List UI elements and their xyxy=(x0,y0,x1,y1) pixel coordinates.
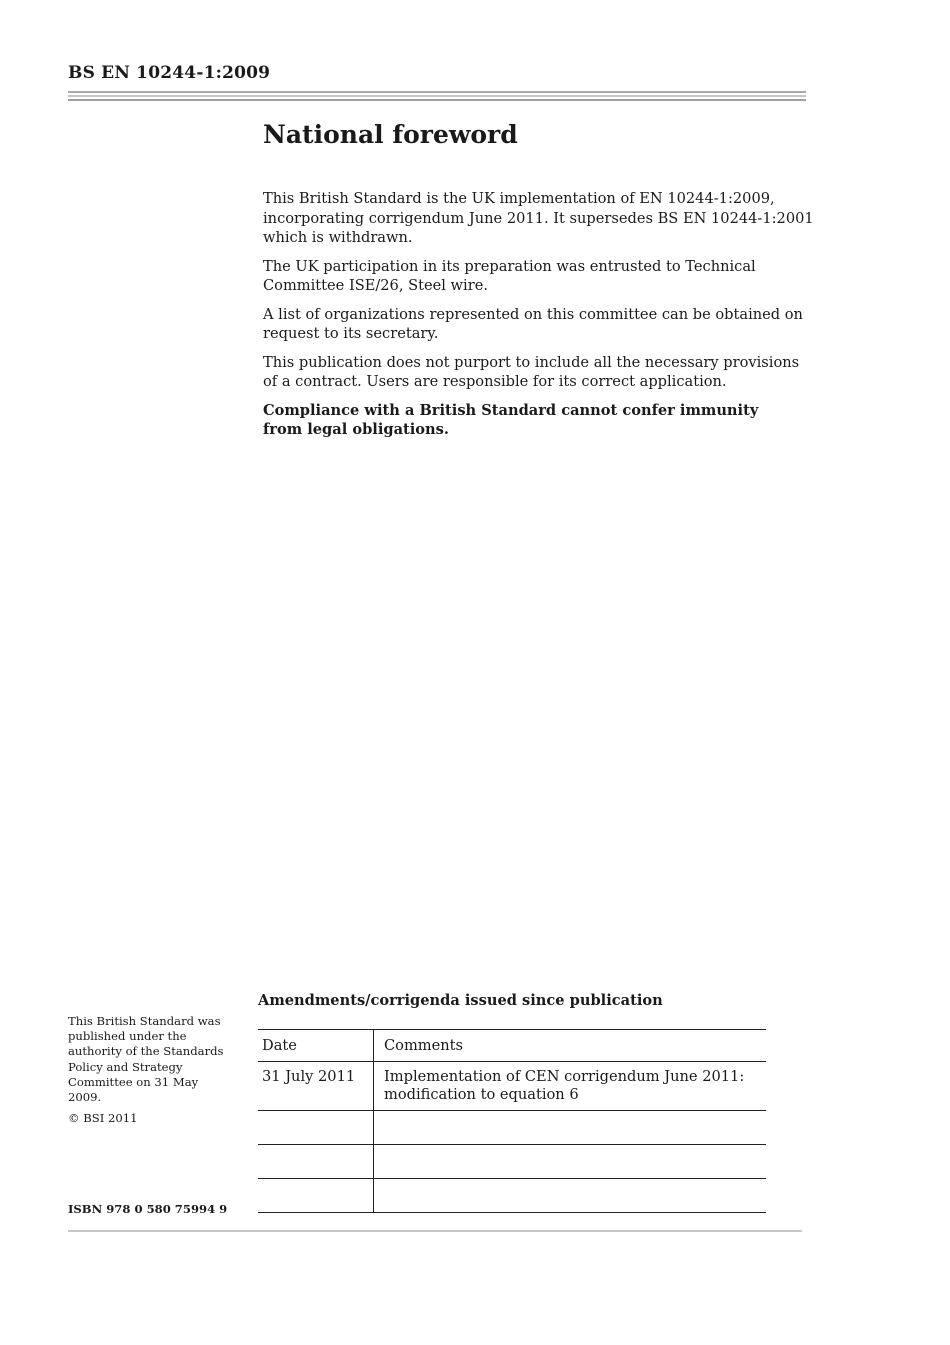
table-row xyxy=(258,1062,766,1111)
foreword-paragraph: The UK participation in its preparation was entrusted to Technical Committee ISE/26, Steel wire. xyxy=(263,257,756,294)
column-header-date: Date xyxy=(258,1030,374,1062)
footer-rule xyxy=(68,1230,802,1232)
table-row-empty xyxy=(258,1111,766,1145)
table-row-empty xyxy=(258,1145,766,1179)
table-header-row xyxy=(258,1030,766,1062)
amendment-date: 31 July 2011 xyxy=(258,1062,374,1111)
foreword-body xyxy=(263,189,815,449)
isbn: ISBN 978 0 580 75994 9 xyxy=(68,1202,228,1216)
foreword-paragraph: This publication does not purport to include all the necessary provisions of a contract. Users are responsible for its correct application. xyxy=(263,353,800,390)
amendments-table xyxy=(258,1029,766,1213)
publication-statement: This British Standard was published under the authority of the Standards Policy and Strategy Committee on 31 May 2009. xyxy=(68,1014,224,1105)
amendment-comment: Implementation of CEN corrigendum June 2011: modification to equation 6 xyxy=(374,1062,767,1111)
copyright-notice: © BSI 2011 xyxy=(68,1111,138,1126)
compliance-statement: Compliance with a British Standard cannot confer immunity from legal obligations. xyxy=(263,401,759,438)
publication-note xyxy=(68,1014,233,1132)
foreword-paragraph: A list of organizations represented on this committee can be obtained on request to its secretary. xyxy=(263,305,803,342)
column-header-comments: Comments xyxy=(374,1030,767,1062)
table-row-empty xyxy=(258,1179,766,1213)
amendments-title: Amendments/corrigenda issued since publication xyxy=(258,992,663,1009)
page-title: National foreword xyxy=(263,120,518,149)
document-code: BS EN 10244-1:2009 xyxy=(68,63,271,83)
header-rule xyxy=(68,91,806,101)
foreword-paragraph: This British Standard is the UK implementation of EN 10244-1:2009, incorporating corrigendum June 2011. It supersedes BS EN 10244-1:2001 which is withdrawn. xyxy=(263,190,814,246)
